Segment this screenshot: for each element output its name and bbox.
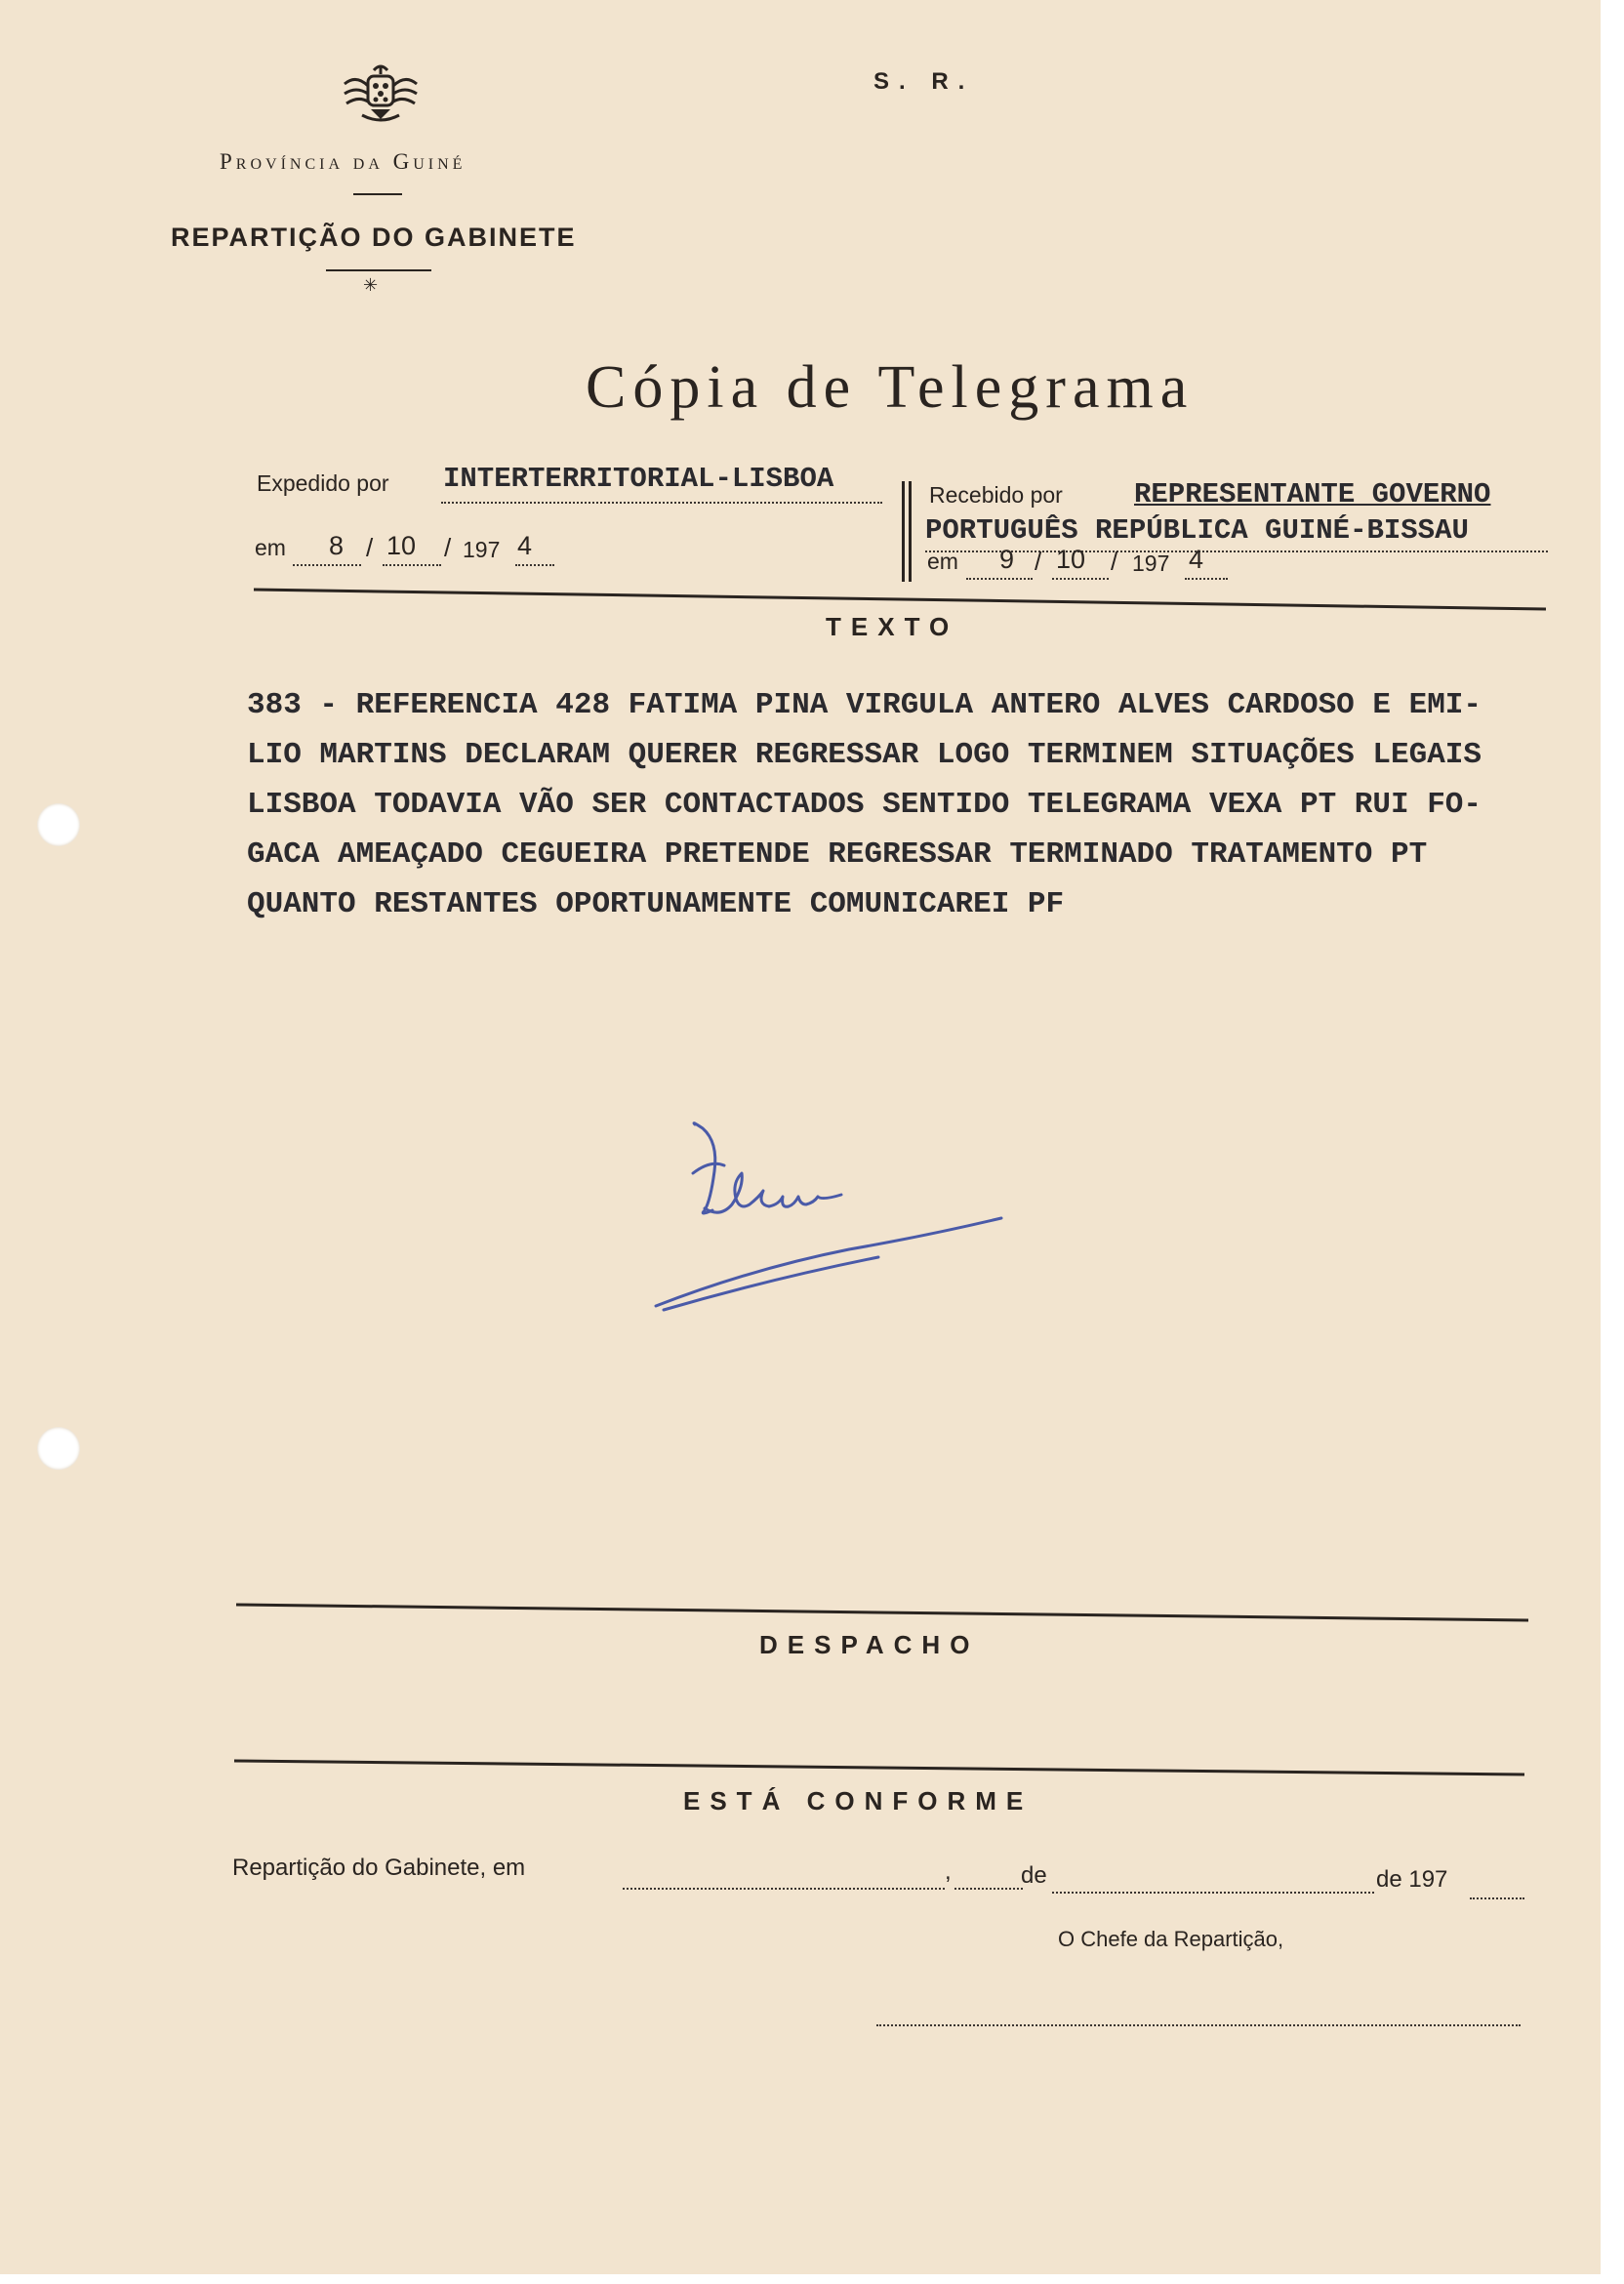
sent-day-line xyxy=(293,564,361,566)
telegram-text-line: GACA AMEAÇADO CEGUEIRA PRETENDE REGRESSAR TERMINADO TRATAMENTO PT xyxy=(247,837,1428,872)
telegram-text-line: 383 - REFERENCIA 428 FATIMA PINA VIRGULA ANTERO ALVES CARDOSO E EMI- xyxy=(247,688,1482,722)
date-separator: / xyxy=(366,533,374,562)
conforme-month-line xyxy=(954,1888,1023,1890)
received-year-line xyxy=(1185,578,1228,580)
received-year-prefix: 197 xyxy=(1132,551,1170,576)
chefe-label: O Chefe da Repartição, xyxy=(1058,1927,1284,1951)
sent-by-label: Expedido por xyxy=(257,470,389,496)
column-separator xyxy=(902,481,905,582)
conforme-year-label: de 197 xyxy=(1376,1866,1448,1893)
punch-hole xyxy=(37,1427,80,1470)
telegram-text-line: LIO MARTINS DECLARAM QUERER REGRESSAR LOGO TERMINEM SITUAÇÕES LEGAIS xyxy=(247,738,1482,772)
received-by-label: Recebido por xyxy=(929,482,1063,508)
divider xyxy=(353,193,402,195)
received-by-value-line2: PORTUGUÊS REPÚBLICA GUINÉ-BISSAU xyxy=(925,514,1469,547)
province-label: Província da Guiné xyxy=(220,149,467,174)
received-by-line xyxy=(925,551,1548,552)
sent-year-prefix: 197 xyxy=(463,537,501,562)
sent-year-digit: 4 xyxy=(517,531,533,560)
received-day-line xyxy=(966,578,1033,580)
sent-day: 8 xyxy=(329,531,345,560)
coat-of-arms-icon xyxy=(337,61,425,131)
telegram-text-line: QUANTO RESTANTES OPORTUNAMENTE COMUNICAREI PF xyxy=(247,887,1065,921)
department-label: REPARTIÇÃO DO GABINETE xyxy=(171,223,577,252)
received-month: 10 xyxy=(1056,545,1086,574)
section-rule xyxy=(234,1599,1542,1628)
conforme-year-line xyxy=(1052,1892,1374,1894)
received-month-line xyxy=(1052,578,1109,580)
despacho-heading: DESPACHO xyxy=(759,1630,980,1659)
conforme-de-label: de xyxy=(1021,1862,1047,1889)
handwritten-signature xyxy=(634,1103,1025,1327)
sent-year-line xyxy=(515,564,554,566)
received-year-digit: 4 xyxy=(1189,545,1204,574)
conforme-heading: ESTÁ CONFORME xyxy=(683,1786,1034,1815)
classification-mark: S. R. xyxy=(873,68,975,95)
conforme-day-line xyxy=(623,1888,945,1890)
chefe-signature-line xyxy=(876,2024,1521,2026)
sent-date-label: em xyxy=(255,535,286,560)
section-rule xyxy=(232,1755,1540,1784)
comma: , xyxy=(945,1858,952,1885)
document-title: Cópia de Telegrama xyxy=(586,354,1195,421)
ornament-icon: ✳ xyxy=(363,275,379,295)
received-day: 9 xyxy=(999,545,1015,574)
sent-by-line xyxy=(441,502,882,504)
page-margin xyxy=(1601,0,1624,2284)
telegram-text-line: LISBOA TODAVIA VÃO SER CONTACTADOS SENTIDO TELEGRAMA VEXA PT RUI FO- xyxy=(247,788,1482,822)
sent-month: 10 xyxy=(386,531,417,560)
divider xyxy=(326,269,431,271)
punch-hole xyxy=(37,803,80,846)
sent-month-line xyxy=(383,564,441,566)
conforme-year-digit-line xyxy=(1470,1897,1524,1899)
texto-heading: TEXTO xyxy=(826,612,959,641)
sent-by-value: INTERTERRITORIAL-LISBOA xyxy=(443,463,834,495)
conforme-location-label: Repartição do Gabinete, em xyxy=(232,1855,526,1881)
column-separator xyxy=(909,481,912,582)
date-separator: / xyxy=(1111,547,1118,576)
date-separator: / xyxy=(444,533,452,562)
received-by-value-line1: REPRESENTANTE GOVERNO xyxy=(1134,478,1491,510)
date-separator: / xyxy=(1035,547,1042,576)
received-date-label: em xyxy=(927,549,958,574)
section-rule xyxy=(252,586,1550,615)
